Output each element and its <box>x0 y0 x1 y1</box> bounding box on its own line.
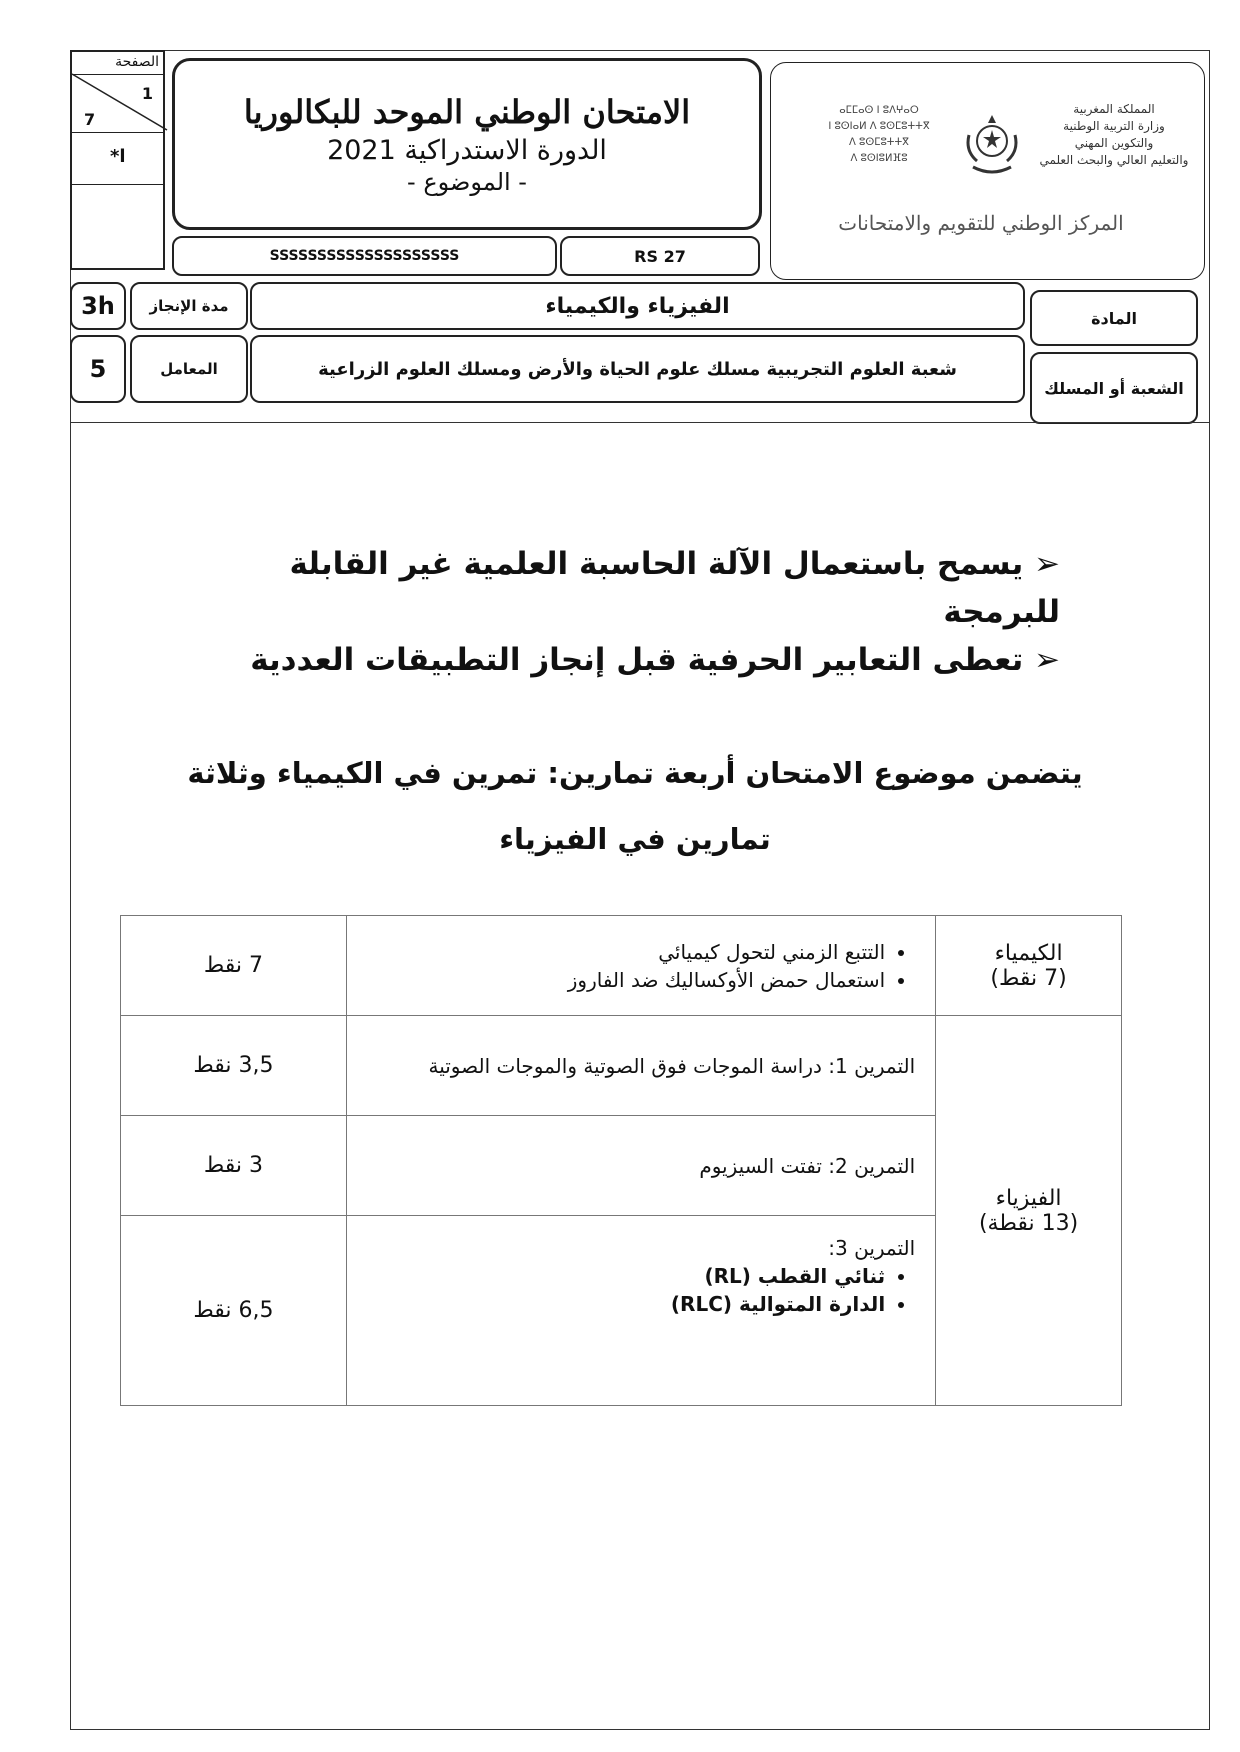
branch-label-box <box>1030 352 1198 424</box>
exercise-title: التمرين 1: دراسة الموجات فوق الصوتية والموجات الصوتية <box>428 1053 916 1078</box>
exam-summary: يتضمن موضوع الامتحان أربعة تمارين: تمرين في الكيمياء وثلاثة تمارين في الفيزياء <box>187 756 1083 856</box>
topic-item: • ثنائي القطب (RL) <box>367 1264 885 1288</box>
coefficient-value-box <box>70 335 126 403</box>
domain-cell <box>936 916 1122 1016</box>
tifinagh-block <box>799 103 959 167</box>
title-box <box>172 58 762 230</box>
points-cell: 3 نقط <box>121 1116 347 1216</box>
tifinagh-line: ⵏ ⵓⵙⵏⴰⵍ ⴷ ⵓⵙⵎⵓⵜⵜⴳ <box>828 121 930 132</box>
page-box-divider <box>72 184 163 185</box>
page-box-divider <box>72 132 163 133</box>
table-row <box>121 916 1122 1016</box>
exam-session: الدورة الاستدراكية 2021 <box>327 134 607 166</box>
domain-name: الكيمياء <box>994 940 1063 966</box>
points-cell: 7 نقط <box>121 916 347 1016</box>
coefficient-value: 5 <box>89 355 107 383</box>
page-diagonal <box>72 74 167 134</box>
page-label: الصفحة <box>115 54 159 70</box>
subject-label-box <box>1030 290 1198 346</box>
page-number-box <box>70 50 165 270</box>
instruction-item: ➢ يسمح باستعمال الآلة الحاسبة العلمية غير القابلة للبرمجة <box>289 546 1060 630</box>
page-number: 1 <box>141 84 153 103</box>
subject-value: الفيزياء والكيمياء <box>545 293 730 319</box>
center-name: المركز الوطني للتقويم والامتحانات <box>838 211 1124 235</box>
instructions <box>180 540 1060 684</box>
exam-subject-label: - الموضوع - <box>407 167 527 196</box>
domain-points: (13 نقطة) <box>978 1210 1079 1236</box>
serial-code: SSSSSSSSSSSSSSSSSSSS <box>269 248 460 264</box>
branch-value-box <box>250 335 1025 403</box>
duration-value-box <box>70 282 126 330</box>
topic-item: • التتبع الزمني لتحول كيميائي <box>357 940 885 964</box>
branch-value: شعبة العلوم التجريبية مسلك علوم الحياة والأرض ومسلك العلوم الزراعية <box>318 358 957 380</box>
coat-of-arms-icon <box>963 111 1021 181</box>
domain-cell <box>936 1016 1122 1406</box>
ministry-logo-box <box>770 62 1205 280</box>
points-cell: 6,5 نقط <box>121 1216 347 1406</box>
domain-name: الفيزياء <box>995 1185 1062 1211</box>
page-code: *ا <box>110 146 126 167</box>
instruction-item: ➢ تعطى التعابير الحرفية قبل إنجاز التطبيقات العددية <box>250 642 1060 678</box>
tifinagh-line: ⴷ ⵓⵙⵏⵓⵍⴼⵓ <box>850 153 908 164</box>
subject-label: المادة <box>1091 308 1137 328</box>
exam-title: الامتحان الوطني الموحد للبكالوريا <box>243 92 691 131</box>
instruction-text: تعطى التعابير الحرفية قبل إنجاز التطبيقات العددية <box>250 642 1024 678</box>
points-cell: 3,5 نقط <box>121 1016 347 1116</box>
tifinagh-line: ⴰⵎⵎⴰⵙ ⵏ ⵓⴷⵖⴰⵔ <box>839 105 919 116</box>
coefficient-label: المعامل <box>160 360 218 378</box>
subject-value-box <box>250 282 1025 330</box>
topic-item: • استعمال حمض الأوكساليك ضد الفاروز <box>357 968 885 992</box>
points-table <box>120 915 1122 1406</box>
domain-points: (7 نقط) <box>990 965 1067 991</box>
branch-label: الشعبة أو المسلك <box>1044 378 1184 398</box>
page-total: 7 <box>84 110 96 129</box>
topic-cell <box>346 1116 935 1216</box>
ministry-arabic-block <box>1034 101 1194 169</box>
page-box-divider <box>72 74 163 75</box>
exercise-title: التمرين 2: تفتت السيزيوم <box>699 1153 916 1178</box>
ministry-line: والتكوين المهني <box>1074 136 1154 150</box>
topic-cell <box>346 1216 935 1406</box>
table-row <box>121 1016 1122 1116</box>
tifinagh-line: ⴷ ⵓⵙⵎⵓⵜⵜⴳ <box>849 137 909 148</box>
coefficient-label-box <box>130 335 248 403</box>
ministry-line: المملكة المغربية <box>1073 102 1155 116</box>
exercise-title: التمرين 3: <box>828 1236 916 1260</box>
exam-code: RS 27 <box>634 246 686 266</box>
ministry-line: وزارة التربية الوطنية <box>1063 119 1165 133</box>
topic-cell <box>346 1016 935 1116</box>
duration-label: مدة الإنجاز <box>149 297 229 315</box>
instruction-text: يسمح باستعمال الآلة الحاسبة العلمية غير القابلة للبرمجة <box>289 546 1060 630</box>
serial-code-box <box>172 236 557 276</box>
ministry-line: والتعليم العالي والبحث العلمي <box>1039 153 1189 167</box>
topic-cell <box>346 916 935 1016</box>
header-divider <box>70 422 1210 423</box>
exam-code-box <box>560 236 760 276</box>
duration-label-box <box>130 282 248 330</box>
topic-item: • الدارة المتوالية (RLC) <box>367 1292 885 1316</box>
duration-value: 3h <box>81 292 115 320</box>
